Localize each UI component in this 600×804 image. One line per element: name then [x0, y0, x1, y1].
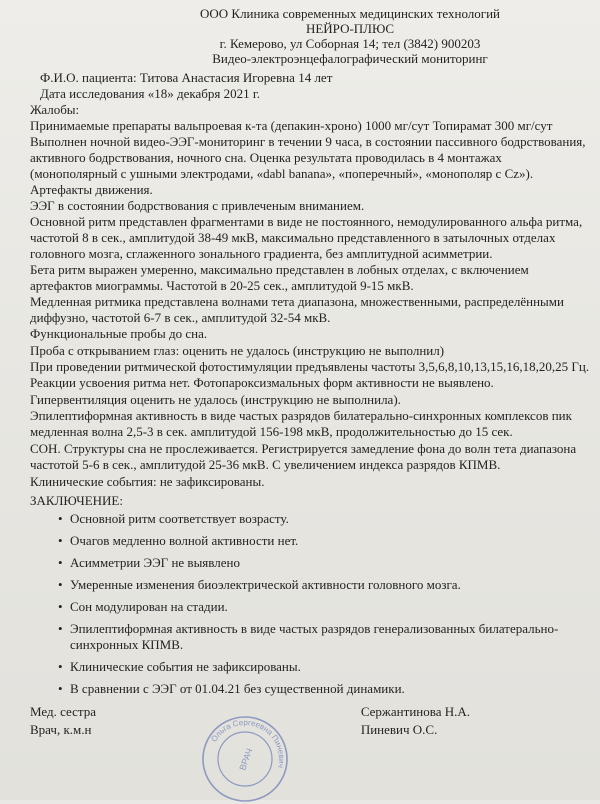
list-item: • В сравнении с ЭЭГ от 01.04.21 без существенной динамики.: [58, 681, 405, 696]
list-item: • Эпилептиформная активность в виде частых разрядов генерализованных билатерально-синхронных КПМВ.: [58, 621, 559, 652]
doctor-role: Врач, к.м.н: [30, 722, 92, 737]
bullet-icon: •: [58, 577, 63, 592]
clinic-name: ООО Клиника современных медицинских технологий: [199, 6, 500, 21]
photostimulation-paragraph: При проведении ритмической фотостимуляции предъявлены частоты 3,5,6,8,10,13,15,16,18,20,25 Гц. Реакции усвоения ритма нет. Фотопароксизмальных форм активности не выявлено.: [30, 359, 590, 390]
clinic-address: г. Кемерово, ул Соборная 14; тел (3842) 900203: [219, 36, 481, 51]
sleep-paragraph: СОН. Структуры сна не прослеживается. Регистрируется замедление фона до волн тета диапазона частотой 5-6 в сек., амплитудой 25-36 мкВ. С увеличением индекса разрядов КПМВ.: [30, 441, 577, 472]
eye-opening-test: Проба с открыванием глаз: оценить не удалось (инструкцию не выполнил): [30, 343, 445, 358]
report-body: [30, 134, 590, 490]
list-item: • Умеренные изменения биоэлектрической активности головного мозга.: [58, 577, 461, 592]
slow-rhythm-paragraph: Медленная ритмика представлена волнами тета диапазона, множественными, распределёнными диффузно, частотой 6-7 в сек., амплитудой 32-54 мкВ.: [30, 294, 564, 325]
hyperventilation-paragraph: Гипервентиляция оценить не удалось (инструкцию не выполнила).: [30, 392, 401, 407]
clinic-header: [30, 6, 590, 66]
patient-info: [30, 70, 590, 134]
bullet-icon: •: [58, 599, 63, 614]
clinical-events: Клинические события: не зафиксированы.: [30, 474, 265, 489]
report-type: Видео-электроэнцефалографический мониторинг: [212, 51, 488, 66]
conclusion-title: ЗАКЛЮЧЕНИЕ:: [30, 493, 123, 508]
procedure-paragraph: Выполнен ночной видео-ЭЭГ-мониторинг в течении 9 часа, в состоянии пассивного бодрствования, активного бодрствования, ночного сна. Оценка результата проводилась в 4 монтажах (монополярный с ушными электродами, «dabl banana», «поперечный», «монополяр с Cz»). Артефакты движения.: [30, 134, 586, 197]
stamp-center-text: ВРАЧ: [237, 746, 255, 772]
nurse-role: Мед. сестра: [30, 704, 97, 719]
nurse-name: Сержантинова Н.А.: [360, 704, 470, 719]
signature-names: [361, 703, 470, 739]
patient-name: Ф.И.О. пациента: Титова Анастасия Игоревна 14 лет: [40, 70, 333, 85]
bullet-icon: •: [58, 659, 63, 674]
list-item: • Сон модулирован на стадии.: [58, 599, 228, 614]
complaints-label: Жалобы:: [30, 102, 80, 117]
conclusion-list: [30, 511, 590, 697]
list-item: • Очагов медленно волной активности нет.: [58, 533, 299, 548]
bullet-icon: •: [58, 621, 63, 636]
bullet-icon: •: [58, 555, 63, 570]
stamp-ring-text: Ольга Сергеевна Пиневич: [209, 717, 287, 769]
list-item: • Основной ритм соответствует возрасту.: [58, 511, 289, 526]
clinic-brand: НЕЙРО-ПЛЮС: [305, 21, 395, 36]
medications: Принимаемые препараты вальпроевая к-та (депакин-хроно) 1000 мг/сут Топирамат 300 мг/сут: [30, 118, 553, 133]
wake-state-heading: ЭЭГ в состоянии бодрствования с привлеченым вниманием.: [30, 198, 365, 213]
doctor-stamp-icon: [200, 714, 290, 804]
bullet-icon: •: [58, 511, 63, 526]
beta-rhythm-paragraph: Бета ритм выражен умеренно, максимально представлен в лобных отделах, с включением артефактов миограммы. Частотой в 20-25 сек., амплитудой 9-15 мкВ.: [30, 262, 529, 293]
signature-block: [30, 703, 590, 739]
signature-roles: [30, 703, 96, 739]
basic-rhythm-paragraph: Основной ритм представлен фрагментами в виде не постоянного, немодулированного альфа ритма, частотой 8 в сек., амплитудой 38-49 мкВ, максимально представленного в затылочных отделах головного мозга, сглаженного зонального градиента, без амплитудной асимметрии.: [30, 214, 583, 261]
functional-tests-heading: Функциональные пробы до сна.: [30, 326, 208, 341]
bullet-icon: •: [58, 681, 63, 696]
bullet-icon: •: [58, 533, 63, 548]
epileptiform-paragraph: Эпилептиформная активность в виде частых разрядов билатерально-синхронных комплексов пик медленная волна 2,5-3 в сек. амплитудой 156-198 мкВ, продолжительностью до 15 сек.: [30, 408, 572, 439]
list-item: • Асимметрии ЭЭГ не выявлено: [58, 555, 240, 570]
list-item: • Клинические события не зафиксированы.: [58, 659, 301, 674]
exam-date: Дата исследования «18» декабря 2021 г.: [40, 86, 260, 101]
doctor-name: Пиневич О.С.: [360, 722, 438, 737]
